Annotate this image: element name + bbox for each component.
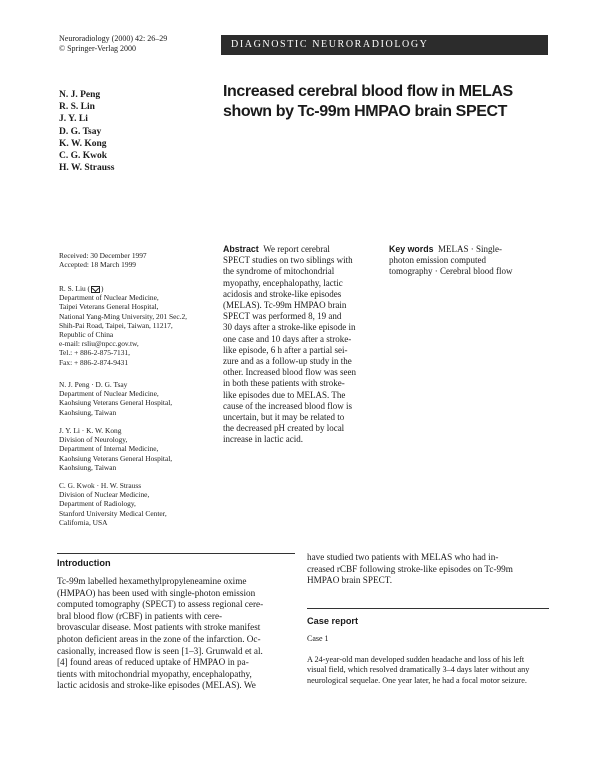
affiliation-corresponding: [59, 284, 224, 367]
envelope-icon: [91, 286, 100, 293]
introduction-continued: [307, 552, 549, 587]
affiliation-line: Kaohsiung Veterans General Hospital,: [59, 453, 173, 463]
keywords-line: Key words MELAS · Single-: [389, 244, 502, 254]
introduction-heading: Introduction: [57, 558, 111, 568]
body-line: A 24-year-old man developed sudden headache and loss of his left: [307, 655, 525, 664]
section-banner: DIAGNOSTIC NEURORADIOLOGY: [221, 35, 548, 55]
author: R. S. Lin: [59, 102, 95, 113]
author: C. G. Kwok: [59, 151, 108, 162]
affiliation-line: Taipei Veterans General Hospital,: [59, 302, 159, 312]
affiliation-3: [59, 426, 224, 472]
body-line: [4] found areas of reduced uptake of HMPAO in pa-: [57, 657, 249, 668]
affiliation-line: Shih-Pai Road, Taipei, Taiwan, 11217,: [59, 320, 173, 330]
body-line: bral blood flow (rCBF) in patients with cere-: [57, 610, 223, 621]
abstract-label: Abstract: [223, 244, 259, 254]
abstract: [223, 244, 380, 446]
affiliation-names: J. Y. Li · K. W. Kong: [59, 426, 122, 435]
title-line: shown by Tc-99m HMPAO brain SPECT: [223, 103, 508, 120]
body-line: brovascular disease. Most patients with stroke manifest: [57, 622, 261, 633]
body-line: visual field, which resolved dramatically 3–4 days later without any: [307, 665, 530, 675]
keywords-label: Key words: [389, 244, 434, 254]
affiliation-names: C. G. Kwok · H. W. Strauss: [59, 481, 142, 490]
case-label: Case 1: [307, 634, 329, 643]
keywords-line: tomography · Cerebral blood flow: [389, 266, 513, 277]
body-line: lactic acidosis and stroke-like episodes (MELAS). We: [57, 680, 256, 691]
accepted-date: Accepted: 18 March 1999: [59, 260, 136, 270]
affiliation-2: [59, 380, 224, 417]
body-line: photon deficient areas in the zone of the infarction. Oc-: [57, 633, 261, 644]
affiliation-line: Kaohsiung, Taiwan: [59, 407, 117, 417]
affiliation-line: Department of Nuclear Medicine,: [59, 293, 159, 303]
abstract-line: myopathy, encephalopathy, lactic: [223, 277, 343, 288]
paper-title: [223, 82, 553, 122]
affiliation-4: [59, 481, 224, 527]
abstract-line: the decreased pH created by local: [223, 423, 345, 434]
keywords: [389, 244, 549, 278]
affiliation-line: Kaohsiung, Taiwan: [59, 462, 117, 472]
abstract-line: SPECT was performed 8, 19 and: [223, 311, 342, 322]
author: J. Y. Li: [59, 114, 88, 125]
abstract-line: one case and 10 days after a stroke-: [223, 333, 352, 344]
abstract-line: Abstract We report cerebral: [223, 244, 330, 254]
body-line: (HMPAO) has been used with single-photon emission: [57, 587, 256, 598]
affiliation-line: Stanford University Medical Center,: [59, 508, 167, 518]
journal-copyright: © Springer-Verlag 2000: [59, 44, 137, 53]
affiliation-names: N. J. Peng · D. G. Tsay: [59, 380, 128, 389]
affiliation-line: Department of Nuclear Medicine,: [59, 389, 159, 399]
body-line: HMPAO brain SPECT.: [307, 575, 392, 586]
journal-citation: [59, 34, 167, 54]
abstract-line: in both these patients with stroke-: [223, 378, 345, 389]
author: K. W. Kong: [59, 138, 107, 149]
abstract-line: SPECT studies on two siblings with: [223, 255, 353, 266]
introduction-text: [57, 576, 295, 692]
case-report-heading: Case report: [307, 616, 359, 626]
body-line: creased rCBF following stroke-like episodes on Tc-99m: [307, 563, 513, 574]
journal-volume: Neuroradiology (2000) 42: 26–29: [59, 34, 168, 43]
author: D. G. Tsay: [59, 126, 102, 137]
author-list: [59, 89, 114, 174]
abstract-line: other. Increased blood flow was seen: [223, 367, 356, 378]
abstract-line: zure and as a follow-up study in the: [223, 356, 352, 367]
section-divider: [307, 608, 549, 609]
affiliation-line: Kaohsiung Veterans General Hospital,: [59, 398, 173, 408]
body-line: tients with mitochondrial myopathy, encephalopathy,: [57, 668, 252, 679]
keywords-line: photon emission computed: [389, 255, 486, 266]
case-report-text: [307, 655, 549, 686]
abstract-line: increase in lactic acid.: [223, 434, 303, 445]
abstract-line: (MELAS). Tc-99m HMPAO brain: [223, 300, 347, 311]
title-line: Increased cerebral blood flow in MELAS: [223, 83, 513, 100]
affiliation-line: Department of Internal Medicine,: [59, 444, 159, 454]
affiliation-line: Division of Nuclear Medicine,: [59, 490, 150, 500]
body-line: have studied two patients with MELAS who had in-: [307, 552, 499, 562]
telephone: Tel.: + 886-2-875-7131,: [59, 348, 130, 358]
affiliation-line: California, USA: [59, 517, 108, 527]
author: H. W. Strauss: [59, 163, 115, 174]
abstract-line: like episode, 6 h after a partial sei-: [223, 344, 348, 355]
abstract-line: uncertain, but it may be related to: [223, 412, 345, 423]
affiliation-line: Department of Radiology,: [59, 499, 136, 509]
body-line: casionally, increased flow is seen [1–3]. Grunwald et al.: [57, 645, 263, 656]
body-line: computed tomography (SPECT) to assess regional cere-: [57, 599, 264, 610]
abstract-line: acidosis and stroke-like episodes: [223, 288, 342, 299]
received-date: Received: 30 December 1997: [59, 251, 147, 260]
author: N. J. Peng: [59, 90, 101, 100]
fax: Fax: + 886-2-874-9431: [59, 357, 129, 367]
email: e-mail: rsliu@npcc.gov.tw,: [59, 339, 139, 349]
abstract-line: like episodes due to MELAS. The: [223, 389, 346, 400]
section-divider: [57, 553, 295, 554]
submission-dates: [59, 251, 219, 269]
body-line: Tc-99m labelled hexamethylpropyleneamine oxime: [57, 576, 247, 586]
abstract-line: the syndrome of mitochondrial: [223, 266, 335, 277]
body-line: neurological sequelae. One year later, he had a focal motor seizure.: [307, 675, 527, 685]
corresponding-author: R. S. Liu ( ): [59, 284, 104, 293]
abstract-line: cause of the increased blood flow is: [223, 400, 352, 411]
abstract-line: 30 days after a stroke-like episode in: [223, 322, 356, 333]
affiliation-line: Division of Neurology,: [59, 435, 128, 445]
affiliation-line: National Yang-Ming University, 201 Sec.2,: [59, 311, 188, 321]
affiliation-line: Republic of China: [59, 330, 114, 340]
